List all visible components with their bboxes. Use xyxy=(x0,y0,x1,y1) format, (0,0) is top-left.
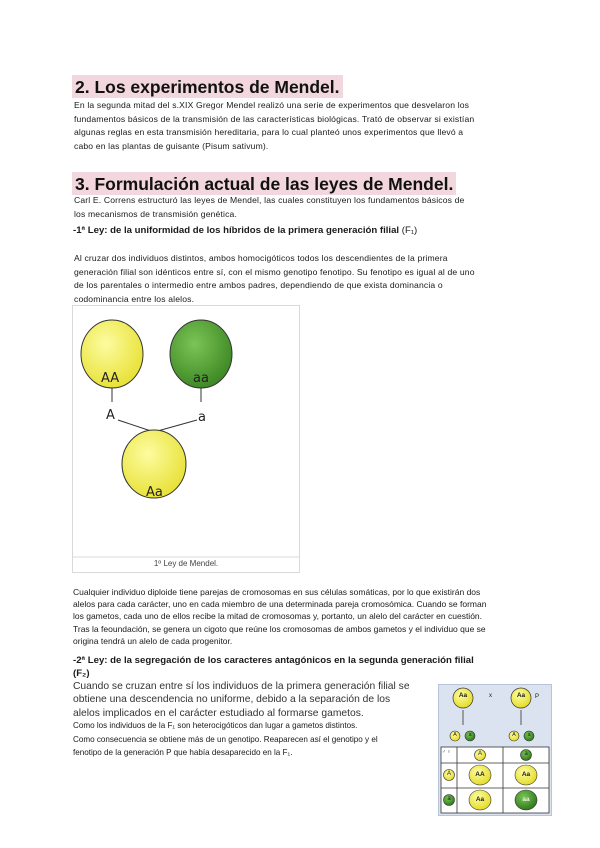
text-line: fenotipo de la generación P que había desaparecido en la F₁. xyxy=(73,748,293,758)
parent2-genotype: Aa xyxy=(516,692,526,699)
text-line: Como consecuencia se obtiene más de un genotipo. Reaparecen así el genotipo y el xyxy=(73,734,378,744)
law1-heading-suffix: (F₁) xyxy=(401,225,418,236)
text-line: Carl E. Correns estructuró las leyes de Mendel, las cuales constituyen los fundamentos básicos de xyxy=(74,195,465,205)
text-line: alelos implicados en el carácter estudiado al formarse gametos. xyxy=(73,707,364,719)
text-line: codominancia entre los alelos. xyxy=(74,293,195,304)
law1-heading xyxy=(73,224,553,237)
text-line: fundamentos básicos de la transmisión de las características biológicas. Trató de observar si existían xyxy=(74,113,475,124)
section3-title: 3. Formulación actual de las leyes de Mendel. xyxy=(72,172,456,195)
section3-paragraph xyxy=(74,194,544,221)
text-line: Como los individuos de la F₁ son heterocigóticos dan lugar a gametos distintos. xyxy=(73,721,358,730)
text-line: origina tendrá un alelo de cada progenitor. xyxy=(73,635,233,646)
text-line: alelos para cada carácter, uno en cada miembro de una determinada pareja cromosómica. Cuando se forman xyxy=(73,599,487,610)
gamete2-label: a xyxy=(198,410,206,425)
text-line: los gametos, cada uno de ellos recibe la mitad de cromosomas y, portanto, un alelo del carácter en cuestión. xyxy=(73,611,483,622)
text-line: algunas reglas en esta transmisión hereditaria, para lo cual planteó unos experimentos que llevó a xyxy=(74,127,464,138)
figure-second-law xyxy=(438,684,552,816)
section2-title: 2. Los experimentos de Mendel. xyxy=(72,75,343,98)
text-line: generación filial son idénticos entre sí, con el mismo genotipo fenotipo. Su fenotipo es igual al de uno xyxy=(74,266,475,277)
law1-heading-text: -1ª Ley: de la uniformidad de los híbridos de la primera generación filial xyxy=(73,225,400,236)
row-header-label: a xyxy=(447,796,451,802)
parent2-genotype-label: aa xyxy=(193,371,209,386)
figure-first-law xyxy=(72,305,300,573)
gamete-label: a xyxy=(527,732,531,738)
gamete-label: A xyxy=(512,732,516,738)
text-line: Cualquier individuo diploide tiene parejas de cromosomas en sus células somáticas, por lo que existirán dos xyxy=(73,587,481,597)
gamete-label: a xyxy=(468,732,472,738)
meiosis-paragraph xyxy=(73,586,563,647)
generation-label: P xyxy=(535,694,540,700)
sex-symbols: ♂ ♀ xyxy=(442,749,451,755)
law2-paragraph xyxy=(73,680,443,720)
law2-detail xyxy=(73,719,443,760)
cell-genotype: Aa xyxy=(521,771,531,778)
cell-genotype: AA xyxy=(475,771,485,778)
law1-paragraph xyxy=(74,252,549,306)
text-line: Al cruzar dos individuos distintos, ambos homocigóticos todos los descendientes de la primera xyxy=(74,253,448,263)
text-line: cabo en las plantas de guisante (Pisum sativum). xyxy=(74,140,269,151)
parent1-genotype: Aa xyxy=(458,692,468,699)
figure1-caption: 1º Ley de Mendel. xyxy=(153,559,219,568)
col-header-label: a xyxy=(524,751,528,757)
offspring-genotype-label: Aa xyxy=(146,485,163,500)
text-line: En la segunda mitad del s.XIX Gregor Mendel realizó una serie de experimentos que desvelaron los xyxy=(74,100,470,110)
first-law-diagram xyxy=(73,306,299,572)
text-line: obtiene una descendencia no uniforme, debido a la separación de los xyxy=(73,694,391,706)
gamete-label: A xyxy=(453,732,457,738)
law2-heading xyxy=(73,654,563,680)
parent1-genotype-label: AA xyxy=(101,371,120,386)
cell-genotype: Aa xyxy=(475,796,485,803)
gamete1-label: A xyxy=(106,408,115,423)
cell-genotype: aa xyxy=(522,796,530,803)
section2-paragraph xyxy=(74,99,544,153)
cross-symbol: x xyxy=(489,693,492,699)
law2-heading-line: (F₂) xyxy=(73,668,90,679)
text-line: de los parentales o intermedio entre ambos padres, dependiendo de que exista dominancia o xyxy=(74,280,443,291)
text-line: Cuando se cruzan entre sí los individuos de la primera generación filial se xyxy=(73,681,410,692)
row-header-label: A xyxy=(446,771,451,777)
law2-heading-line: -2ª Ley: de la segregación de los caracteres antagónicos en la segunda generación filial xyxy=(73,655,474,666)
col-header-label: A xyxy=(477,751,482,757)
text-line: los mecanismos de transmisión genética. xyxy=(74,208,237,219)
text-line: Tras la feoundación, se genera un cigoto que reúne los cromosomas de ambos gametos y el individuo que se xyxy=(73,623,486,634)
